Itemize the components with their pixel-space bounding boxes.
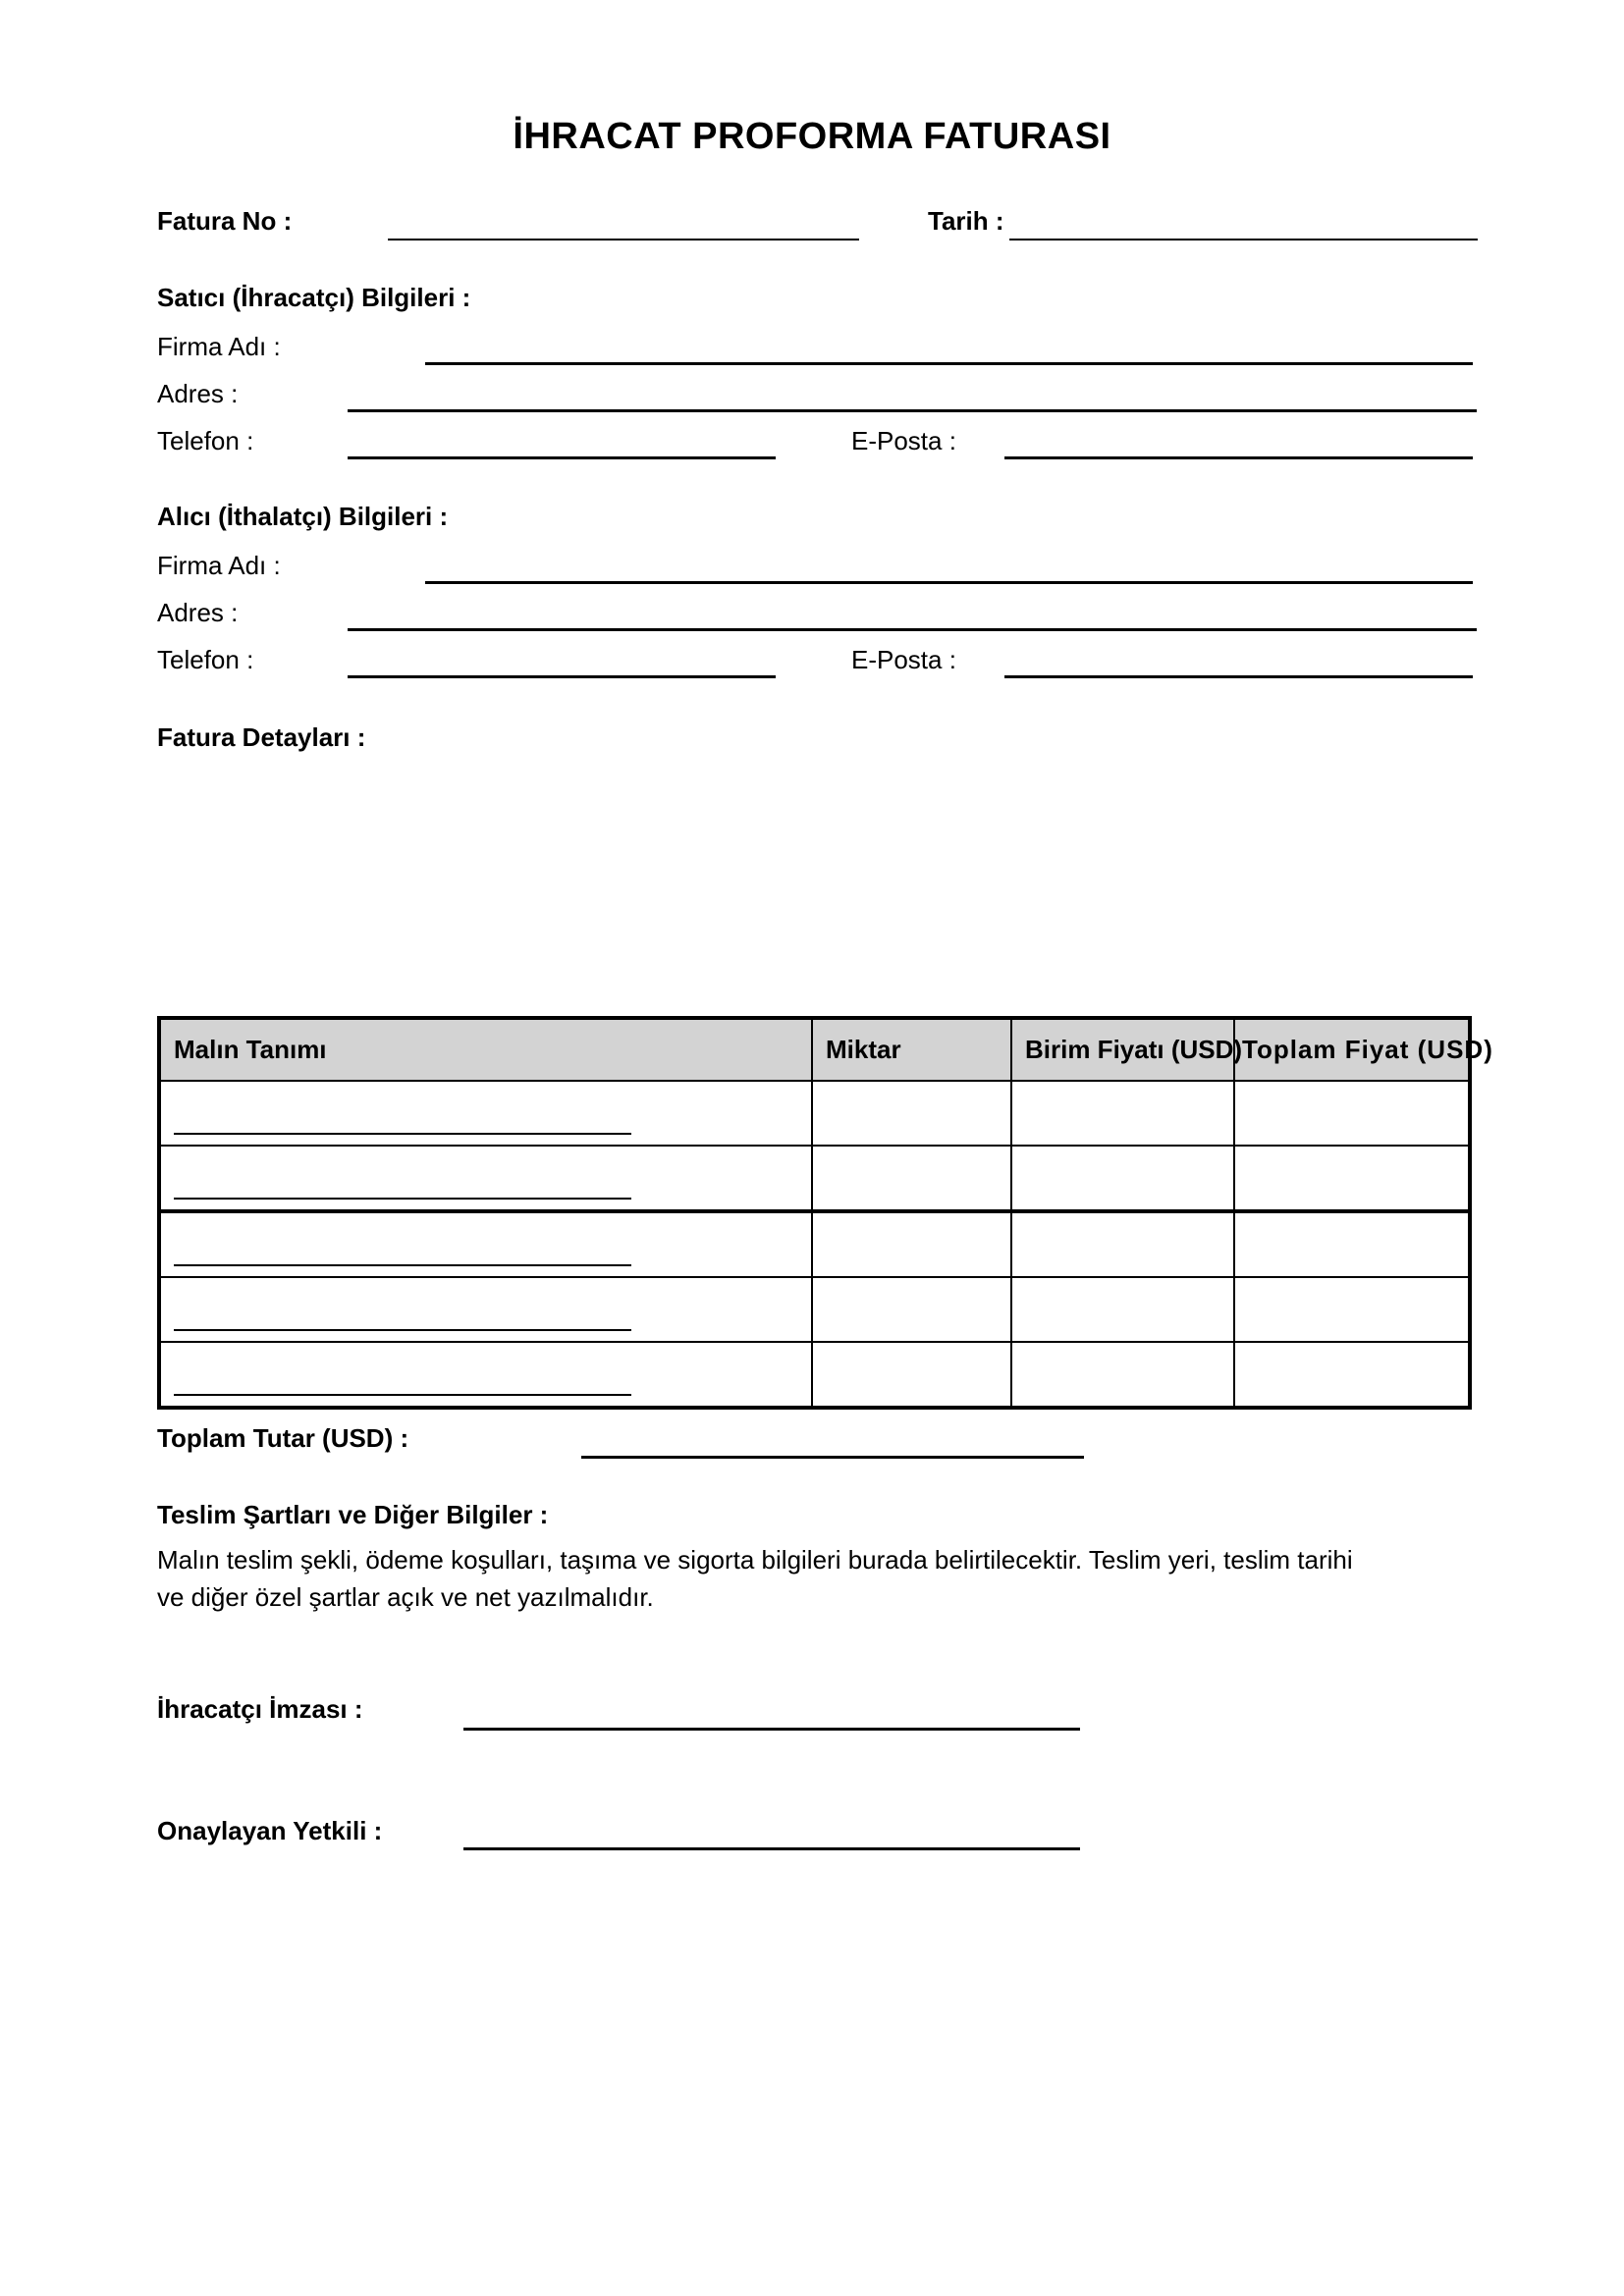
item-description-cell[interactable]: [159, 1146, 812, 1211]
buyer-phone-line[interactable]: [348, 675, 776, 678]
item-total-price-cell[interactable]: [1234, 1211, 1470, 1277]
item-total-price-cell[interactable]: [1234, 1146, 1470, 1211]
seller-address-line[interactable]: [348, 409, 1477, 412]
table-row: [159, 1211, 1470, 1277]
total-amount-line[interactable]: [581, 1456, 1084, 1459]
approver-signature-line[interactable]: [463, 1847, 1080, 1850]
seller-phone-label: Telefon :: [157, 426, 254, 455]
invoice-details-heading: Fatura Detayları :: [157, 722, 366, 752]
col-header-unit-price: Birim Fiyatı (USD): [1011, 1018, 1234, 1081]
terms-text-line1: Malın teslim şekli, ödeme koşulları, taşıma ve sigorta bilgileri burada belirtilecektir. Teslim yeri, teslim tarihi: [157, 1545, 1353, 1575]
invoice-no-line[interactable]: [388, 239, 859, 240]
item-unit-price-cell[interactable]: [1011, 1342, 1234, 1408]
buyer-heading: Alıcı (İthalatçı) Bilgileri :: [157, 502, 449, 531]
description-fill-line[interactable]: [174, 1264, 631, 1266]
item-quantity-cell[interactable]: [812, 1081, 1011, 1146]
description-fill-line[interactable]: [174, 1394, 631, 1396]
approver-signature-label: Onaylayan Yetkili :: [157, 1816, 383, 1845]
seller-company-label: Firma Adı :: [157, 332, 281, 361]
item-description-cell[interactable]: [159, 1277, 812, 1342]
items-table: [157, 1016, 1493, 1410]
item-description-cell[interactable]: [159, 1342, 812, 1408]
exporter-signature-label: İhracatçı İmzası :: [157, 1694, 363, 1724]
item-total-price-cell[interactable]: [1234, 1342, 1470, 1408]
seller-company-line[interactable]: [425, 362, 1473, 365]
date-line[interactable]: [1009, 239, 1478, 240]
col-header-description: Malın Tanımı: [159, 1018, 812, 1081]
buyer-phone-label: Telefon :: [157, 645, 254, 674]
seller-heading: Satıcı (İhracatçı) Bilgileri :: [157, 283, 471, 312]
table-row: [159, 1146, 1470, 1211]
table-row: [159, 1081, 1470, 1146]
seller-address-label: Adres :: [157, 379, 239, 408]
item-unit-price-cell[interactable]: [1011, 1081, 1234, 1146]
buyer-email-line[interactable]: [1004, 675, 1473, 678]
item-description-cell[interactable]: [159, 1081, 812, 1146]
item-quantity-cell[interactable]: [812, 1211, 1011, 1277]
approver-signature-row: [157, 1816, 1512, 1861]
col-header-total-price: Toplam Fiyat (USD): [1234, 1018, 1470, 1081]
exporter-signature-row: [157, 1694, 1512, 1739]
col-header-quantity: Miktar: [812, 1018, 1011, 1081]
terms-text-line2: ve diğer özel şartlar açık ve net yazılmalıdır.: [157, 1582, 654, 1612]
item-quantity-cell[interactable]: [812, 1342, 1011, 1408]
buyer-company-label: Firma Adı :: [157, 551, 281, 580]
item-unit-price-cell[interactable]: [1011, 1146, 1234, 1211]
buyer-address-label: Adres :: [157, 598, 239, 627]
items-table-header-row: [159, 1018, 1470, 1081]
table-row: [159, 1342, 1470, 1408]
invoice-meta-row: [157, 206, 1512, 251]
description-fill-line[interactable]: [174, 1198, 631, 1200]
seller-company-row: [157, 332, 1512, 377]
total-amount-row: [157, 1423, 1512, 1468]
description-fill-line[interactable]: [174, 1329, 631, 1331]
buyer-email-label: E-Posta :: [851, 645, 956, 674]
total-amount-label: Toplam Tutar (USD) :: [157, 1423, 409, 1453]
invoice-details-notes-area[interactable]: [157, 775, 1468, 1001]
item-unit-price-cell[interactable]: [1011, 1211, 1234, 1277]
item-quantity-cell[interactable]: [812, 1146, 1011, 1211]
seller-email-label: E-Posta :: [851, 426, 956, 455]
buyer-address-row: [157, 598, 1512, 643]
page-title: İHRACAT PROFORMA FATURASI: [513, 116, 1111, 157]
buyer-company-line[interactable]: [425, 581, 1473, 584]
date-label: Tarih :: [928, 206, 1004, 236]
seller-phone-line[interactable]: [348, 456, 776, 459]
seller-phone-row: [157, 426, 1512, 471]
item-total-price-cell[interactable]: [1234, 1081, 1470, 1146]
buyer-phone-row: [157, 645, 1512, 690]
table-row: [159, 1277, 1470, 1342]
invoice-no-label: Fatura No :: [157, 206, 293, 236]
seller-address-row: [157, 379, 1512, 424]
item-unit-price-cell[interactable]: [1011, 1277, 1234, 1342]
buyer-company-row: [157, 551, 1512, 596]
description-fill-line[interactable]: [174, 1133, 631, 1135]
item-description-cell[interactable]: [159, 1211, 812, 1277]
exporter-signature-line[interactable]: [463, 1728, 1080, 1731]
terms-text: [157, 1541, 1473, 1616]
item-quantity-cell[interactable]: [812, 1277, 1011, 1342]
item-total-price-cell[interactable]: [1234, 1277, 1470, 1342]
terms-heading: Teslim Şartları ve Diğer Bilgiler :: [157, 1500, 549, 1529]
seller-email-line[interactable]: [1004, 456, 1473, 459]
buyer-address-line[interactable]: [348, 628, 1477, 631]
